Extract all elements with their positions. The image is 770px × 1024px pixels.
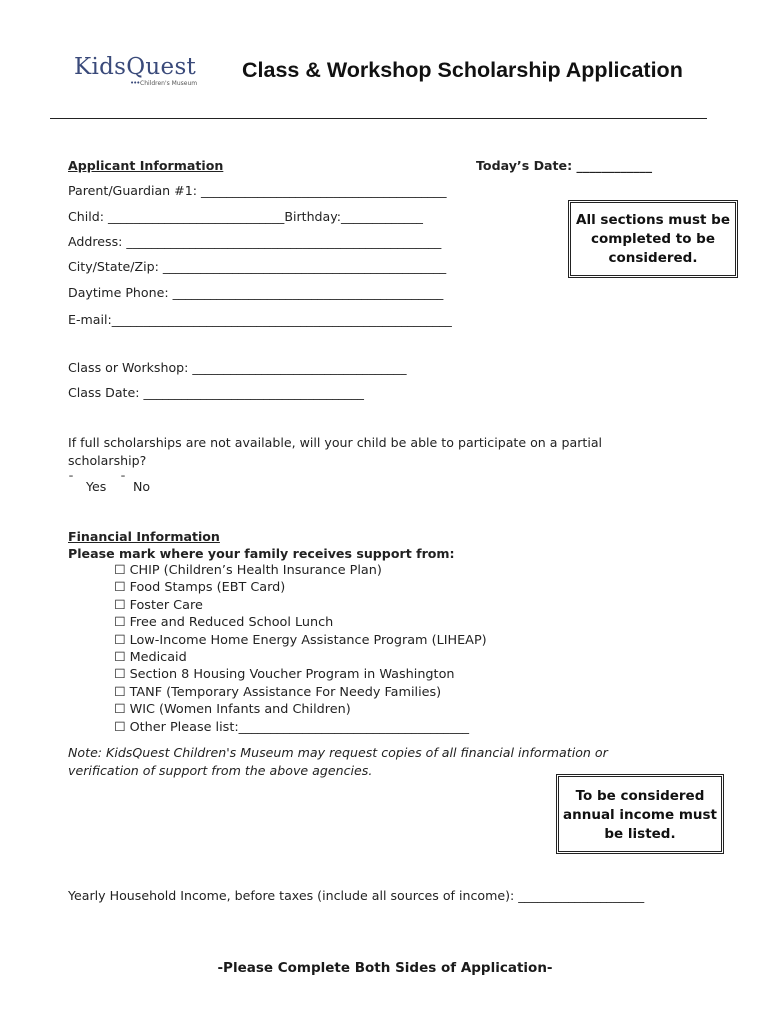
list-item[interactable]: ☐ WIC (Women Infants and Children)	[114, 702, 351, 718]
checkbox-icon[interactable]: ☐	[114, 580, 126, 596]
header-divider	[50, 118, 707, 119]
applicant-section-label: Applicant Information	[68, 158, 224, 173]
checkbox-icon[interactable]: ☐	[114, 597, 126, 613]
note-line1: Note: KidsQuest Children's Museum may request copies of all financial information or	[68, 745, 608, 760]
todays-date-field[interactable]: Today’s Date: ____________	[476, 158, 653, 173]
list-item[interactable]: ☐ Free and Reduced School Lunch	[114, 615, 334, 631]
checkbox-icon[interactable]: ☐	[114, 719, 126, 735]
checkbox-icon[interactable]: ☐	[114, 649, 126, 665]
class-workshop-field[interactable]: Class or Workshop: __________________________________	[68, 360, 407, 375]
checkbox-icon[interactable]: ☐	[114, 684, 126, 700]
all-sections-notice: All sections must be completed to be considered.	[568, 200, 738, 278]
yes-option-label: Yes	[86, 479, 107, 494]
list-item[interactable]: ☐ TANF (Temporary Assistance For Needy Families)	[114, 684, 442, 700]
child-birthday-field[interactable]: Child: ____________________________Birthday:_____________	[68, 209, 423, 224]
email-field[interactable]: E-mail:______________________________________________________	[68, 312, 452, 327]
parent-guardian-field[interactable]: Parent/Guardian #1: _______________________________________	[68, 183, 447, 198]
support-options-list	[114, 563, 487, 737]
list-item[interactable]: ☐ Medicaid	[114, 649, 187, 665]
checkbox-icon[interactable]: ☐	[114, 563, 126, 578]
logo: KidsQuest	[74, 54, 197, 80]
partial-question-line2: scholarship?	[68, 453, 147, 468]
logo-dots-icon: •••	[130, 79, 140, 87]
list-item[interactable]: ☐ Other Please list:____________________________________	[114, 719, 470, 735]
logo-subtext: Children's Museum	[140, 80, 198, 87]
list-item[interactable]: ☐ Food Stamps (EBT Card)	[114, 580, 286, 596]
note-line2: verification of support from the above agencies.	[68, 763, 373, 778]
no-option-label: No	[133, 479, 151, 494]
yearly-income-field[interactable]: Yearly Household Income, before taxes (include all sources of income): ____________________	[68, 888, 645, 903]
income-notice: To be considered annual income must be listed.	[556, 774, 724, 854]
checkbox-icon[interactable]: ☐	[114, 667, 126, 683]
financial-instruction: Please mark where your family receives support from:	[68, 546, 455, 561]
list-item[interactable]: ☐ Low-Income Home Energy Assistance Program (LIHEAP)	[114, 632, 487, 648]
no-option-mark[interactable]: ¯	[120, 474, 126, 488]
list-item[interactable]: ☐ CHIP (Children’s Health Insurance Plan)	[114, 563, 382, 578]
list-item[interactable]: ☐ Section 8 Housing Voucher Program in Washington	[114, 667, 455, 683]
financial-section-label: Financial Information	[68, 529, 220, 544]
address-field[interactable]: Address: __________________________________________________	[68, 234, 442, 249]
city-state-zip-field[interactable]: City/State/Zip: _____________________________________________	[68, 259, 447, 274]
yes-option-mark[interactable]: ¯	[68, 474, 74, 488]
footer-note: -Please Complete Both Sides of Application-	[217, 960, 553, 976]
checkbox-icon[interactable]: ☐	[114, 632, 126, 648]
checkbox-icon[interactable]: ☐	[114, 702, 126, 718]
partial-question-line1: If full scholarships are not available, will your child be able to participate on a partial	[68, 435, 603, 450]
page-title: Class & Workshop Scholarship Application	[242, 58, 683, 82]
list-item[interactable]: ☐ Foster Care	[114, 597, 203, 613]
daytime-phone-field[interactable]: Daytime Phone: ___________________________________________	[68, 285, 444, 300]
class-date-field[interactable]: Class Date: ___________________________________	[68, 385, 364, 400]
checkbox-icon[interactable]: ☐	[114, 615, 126, 631]
